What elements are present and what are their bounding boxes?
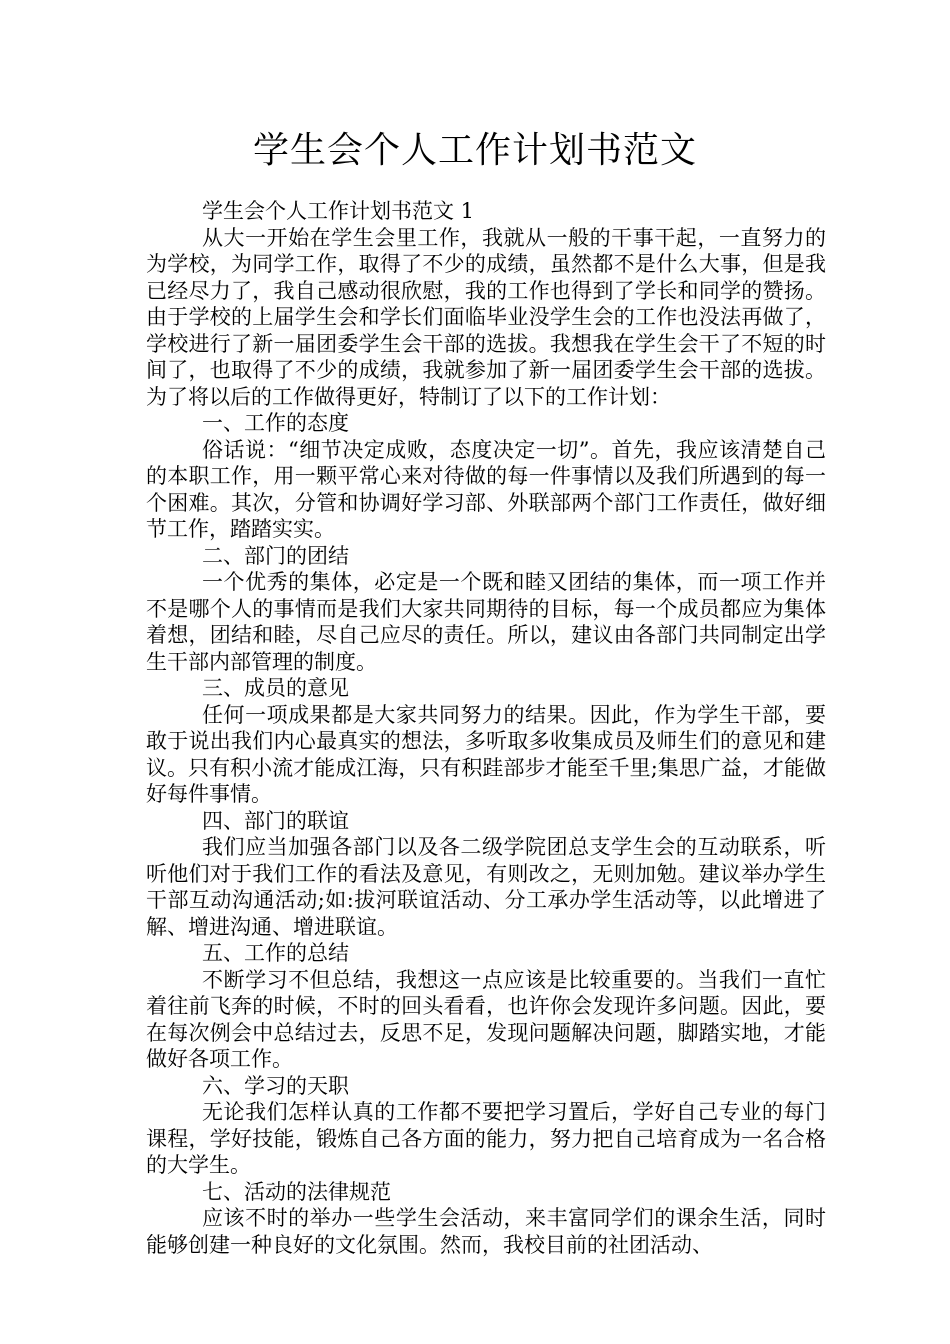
section-heading-liaison: 四、部门的联谊 (202, 808, 349, 833)
page-title: 学生会个人工作计划书范文 (252, 130, 697, 171)
section-heading-attitude: 一、工作的态度 (202, 411, 349, 435)
section-heading-study: 六、学习的天职 (202, 1073, 349, 1098)
paragraph-study: 无论我们怎样认真的工作都不要把学习置后，学好自己专业的每门课程，学好技能，锻炼自己各方面的能力，努力把自己培育成为一名合格的大学生。 (146, 1100, 826, 1177)
paragraph-summary: 不断学习不但总结，我想这一点应该是比较重要的。当我们一直忙着往前飞奔的时候，不时的回头看看，也许你会发现许多问题。因此，要在每次例会中总结过去，反思不足，发现问题解决问题，脚踏实地，才能做好各项工作。 (146, 967, 826, 1071)
paragraph-regulation: 应该不时的举办一些学生会活动，来丰富同学们的课余生活，同时能够创建一种良好的文化氛围。然而，我校目前的社团活动、 (146, 1206, 826, 1257)
paragraph-liaison: 我们应当加强各部门以及各二级学院团总支学生会的互动联系，听听他们对于我们工作的看法及意见，有则改之，无则加勉。建议举办学生干部互动沟通活动;如:拔河联谊活动、分工承办学生活动等，以此增进了解、增进沟通、增进联谊。 (146, 835, 826, 939)
section-heading-regulation: 七、活动的法律规范 (202, 1179, 391, 1204)
document-body (146, 198, 826, 1258)
paragraph-opinions: 任何一项成果都是大家共同努力的结果。因此，作为学生干部，要敢于说出我们内心最真实的想法，多听取多收集成员及师生们的意见和建议。只有积小流才能成江海，只有积跬部步才能至千里;集思广益，才能做好每件事情。 (146, 702, 826, 806)
paragraph-attitude: 俗话说：“细节决定成败，态度决定一切”。首先，我应该清楚自己的本职工作，用一颗平常心来对待做的每一件事情以及我们所遇到的每一个困难。其次，分管和协调好学习部、外联部两个部门工作责任，做好细节工作，踏踏实实。 (146, 437, 826, 541)
section-heading-unity: 二、部门的团结 (202, 543, 349, 568)
section-heading-opinions: 三、成员的意见 (202, 676, 349, 700)
paragraph-unity: 一个优秀的集体，必定是一个既和睦又团结的集体，而一项工作并不是哪个人的事情而是我们大家共同期待的目标，每一个成员都应为集体着想，团结和睦，尽自己应尽的责任。所以，建议由各部门共同制定出学生干部内部管理的制度。 (146, 570, 826, 674)
section-heading-summary: 五、工作的总结 (202, 941, 349, 965)
section-subtitle: 学生会个人工作计划书范文 1 (202, 199, 475, 223)
intro-paragraph: 从大一开始在学生会里工作，我就从一般的干事干起，一直努力的为学校，为同学工作，取得了不少的成绩，虽然都不是什么大事，但是我已经尽力了，我自己感动很欣慰，我的工作也得到了学长和同学的赞扬。由于学校的上届学生会和学长们面临毕业没学生会的工作也没法再做了，学校进行了新一届团委学生会干部的选拔。我想我在学生会干了不短的时间了，也取得了不少的成绩，我就参加了新一届团委学生会干部的选拔。为了将以后的工作做得更好，特制订了以下的工作计划： (146, 225, 826, 409)
